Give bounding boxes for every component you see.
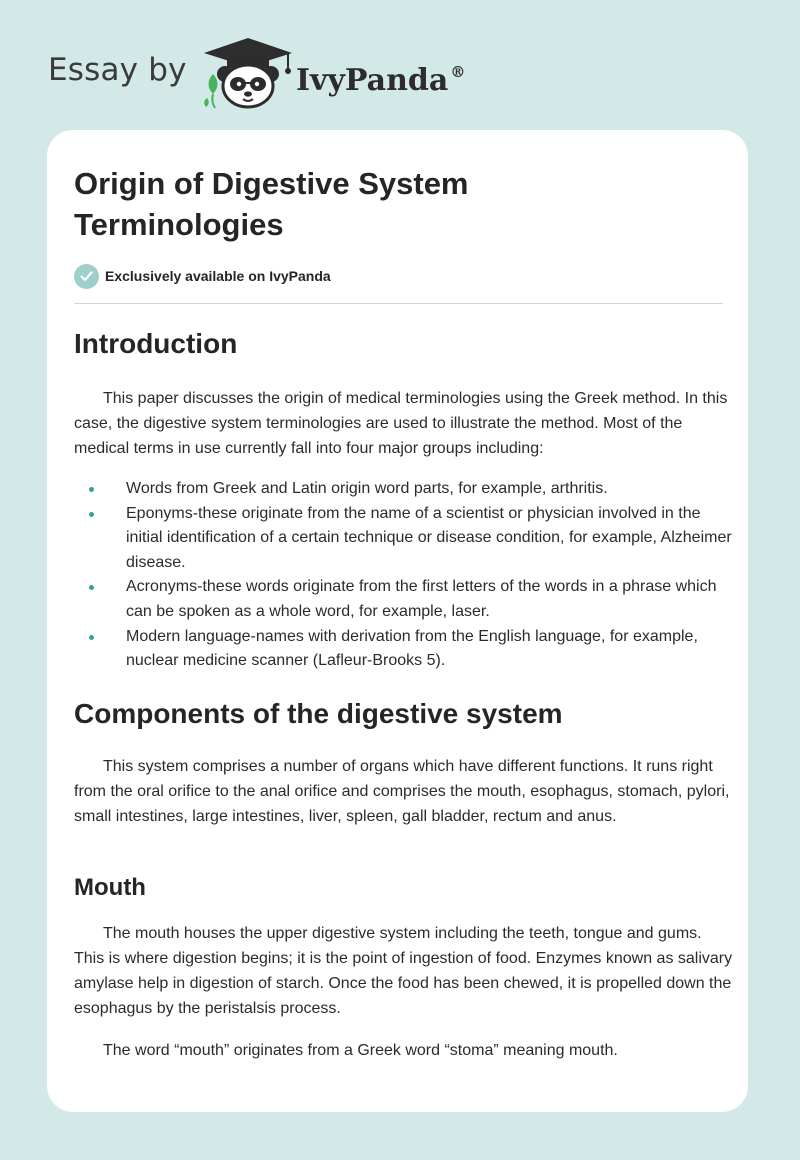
section-heading-mouth: Mouth (74, 874, 146, 901)
mouth-etymology-paragraph: The word “mouth” originates from a Greek word “stoma” meaning mouth. (103, 1042, 618, 1059)
exclusive-label: Exclusively available on IvyPanda (105, 268, 331, 284)
essay-card (47, 130, 748, 1112)
section-heading-components: Components of the digestive system (74, 698, 563, 729)
panda-logo-icon (200, 36, 296, 110)
mouth-paragraph: The mouth houses the upper digestive system including the teeth, tongue and gums. This is where digestion begins; it is the point of ingestion of food. Enzymes known as salivary amylase help in digestion of starch. Once the food has been chewed, it is propelled down the esophagus by the peristalsis process. (74, 925, 733, 1017)
exclusive-badge (74, 263, 331, 289)
bullet-icon (89, 487, 94, 492)
bullet-icon (89, 512, 94, 517)
bullet-icon (89, 635, 94, 640)
list-item: Words from Greek and Latin origin word parts, for example, arthritis. (74, 477, 734, 502)
intro-paragraph: This paper discusses the origin of medical terminologies using the Greek method. In this case, the digestive system terminologies are used to illustrate the method. Most of the medical terms in use currently fall into four major groups including: (74, 390, 728, 457)
essay-by-label: Essay by (48, 52, 187, 88)
divider (74, 303, 723, 304)
site-header (0, 0, 800, 130)
section-heading-introduction: Introduction (74, 328, 238, 359)
components-paragraph: This system comprises a number of organs which have different functions. It runs right from the oral orifice to the anal orifice and comprises the mouth, esophagus, stomach, pylori, small intestines, large intestines, liver, spleen, gall bladder, rectum and anus. (74, 758, 730, 825)
brand-name: IvyPanda ® (296, 63, 466, 98)
list-item: Acronyms-these words originate from the first letters of the words in a phrase which can be spoken as a whole word, for example, laser. (74, 575, 734, 624)
list-item: Modern language-names with derivation from the English language, for example, nuclear medicine scanner (Lafleur-Brooks 5). (74, 625, 734, 674)
check-icon (74, 264, 99, 289)
bullet-icon (89, 585, 94, 590)
term-groups-list (74, 477, 734, 674)
page-title: Origin of Digestive System Terminologies (74, 166, 469, 242)
list-item: Eponyms-these originate from the name of a scientist or physician involved in the initial identification of a certain technique or disease condition, for example, Alzheimer disease. (74, 502, 734, 576)
